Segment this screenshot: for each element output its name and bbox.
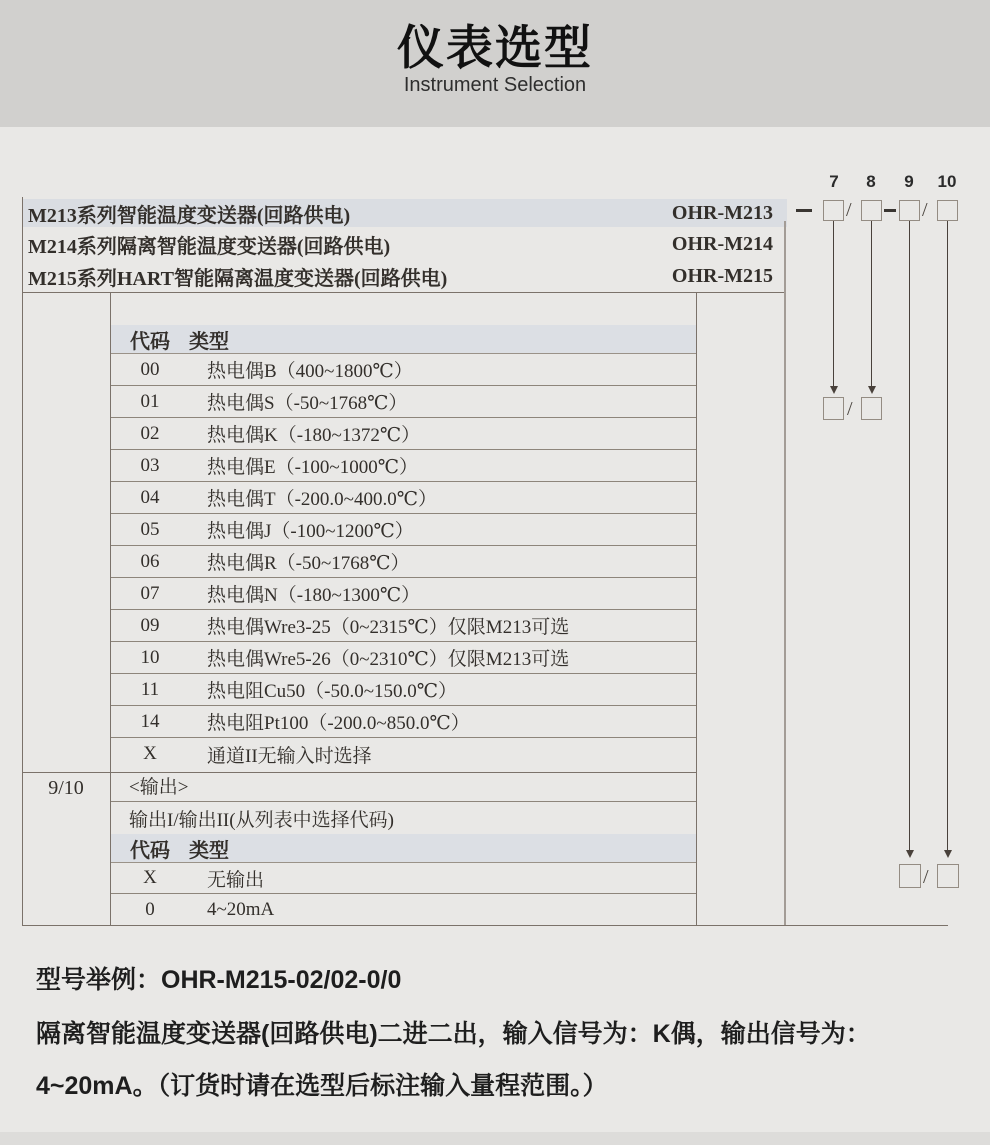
product-row-m213 bbox=[22, 199, 787, 227]
row-type: 无输出 bbox=[207, 869, 265, 891]
arrowhead-9 bbox=[906, 850, 914, 858]
row-type: 热电偶R（-50~1768℃） bbox=[207, 553, 410, 574]
row-type: 热电阻Cu50（-50.0~150.0℃） bbox=[207, 681, 458, 702]
row-code: 06 bbox=[140, 550, 160, 572]
row-type: 热电偶J（-100~1200℃） bbox=[207, 521, 414, 542]
row-code: 04 bbox=[140, 486, 160, 508]
table-inner-right-border bbox=[696, 292, 697, 925]
slash-separator: / bbox=[922, 199, 928, 221]
header-type: 类型 bbox=[189, 839, 229, 862]
table-row bbox=[111, 546, 696, 578]
table-row bbox=[111, 450, 696, 482]
row-type: 热电偶B（400~1800℃） bbox=[207, 361, 413, 382]
row-code: 14 bbox=[140, 710, 160, 732]
table-row bbox=[111, 894, 696, 925]
arrowhead-8 bbox=[868, 386, 876, 394]
leader-line-10 bbox=[947, 221, 948, 850]
header-code: 代码 bbox=[130, 330, 170, 353]
row-type: 热电偶Wre5-26（0~2310℃）仅限M213可选 bbox=[207, 649, 570, 670]
product-name: M213系列智能温度变送器(回路供电) bbox=[28, 204, 351, 227]
slash-separator: / bbox=[846, 199, 852, 221]
row-type: 热电偶Wre3-25（0~2315℃）仅限M213可选 bbox=[207, 617, 570, 638]
row-code: 03 bbox=[140, 454, 160, 476]
row-code: 07 bbox=[140, 582, 160, 604]
output-table-header bbox=[111, 834, 696, 863]
page-subtitle: Instrument Selection bbox=[403, 73, 587, 96]
output-code-box-1 bbox=[899, 864, 921, 888]
slash-separator: / bbox=[847, 398, 853, 420]
row-code: 10 bbox=[140, 646, 160, 668]
output-code-box-2 bbox=[937, 864, 959, 888]
table-spacer bbox=[111, 292, 696, 325]
table-left-border bbox=[22, 197, 23, 926]
footer-strip bbox=[0, 1132, 990, 1145]
table-row bbox=[111, 418, 696, 450]
header-type: 类型 bbox=[189, 330, 229, 353]
input-code-box-2 bbox=[861, 397, 882, 420]
position-number-8: 8 bbox=[866, 172, 876, 191]
table-row bbox=[111, 706, 696, 738]
leader-line-8 bbox=[871, 221, 872, 386]
table-row bbox=[111, 514, 696, 546]
leader-line-7 bbox=[833, 221, 834, 386]
product-row-m215 bbox=[22, 262, 787, 290]
table-bottom-border bbox=[22, 925, 948, 926]
output-section-row-label: 9/10 bbox=[48, 777, 84, 799]
header-code: 代码 bbox=[130, 839, 170, 862]
table-row bbox=[111, 674, 696, 706]
row-type: 通道II无输入时选择 bbox=[207, 745, 372, 767]
table-row bbox=[111, 642, 696, 674]
product-model: OHR-M214 bbox=[671, 232, 773, 255]
code-dash bbox=[884, 209, 896, 212]
arrowhead-7 bbox=[830, 386, 838, 394]
table-row bbox=[111, 354, 696, 386]
output-description-row bbox=[111, 802, 696, 834]
model-dash bbox=[796, 209, 812, 212]
output-subtitle-row bbox=[111, 770, 696, 802]
page-title: 仪表选型 bbox=[397, 21, 593, 74]
row-code: 02 bbox=[140, 422, 160, 444]
code-box-10 bbox=[937, 200, 958, 221]
table-outer-right-border bbox=[784, 221, 786, 926]
table-row bbox=[111, 863, 696, 894]
arrowhead-10 bbox=[944, 850, 952, 858]
code-box-8 bbox=[861, 200, 882, 221]
position-number-9: 9 bbox=[904, 172, 914, 191]
table-row bbox=[111, 386, 696, 418]
row-code: X bbox=[143, 743, 157, 764]
code-box-7 bbox=[823, 200, 844, 221]
row-code: 09 bbox=[140, 614, 160, 636]
product-row-m214 bbox=[22, 230, 787, 258]
product-model: OHR-M215 bbox=[671, 264, 773, 287]
input-code-box-1 bbox=[823, 397, 844, 420]
row-type: 热电阻Pt100（-200.0~850.0℃） bbox=[207, 713, 470, 734]
position-number-10: 10 bbox=[937, 172, 957, 191]
product-name: M214系列隔离智能温度变送器(回路供电) bbox=[28, 235, 391, 258]
selection-table bbox=[111, 292, 696, 925]
row-code: 05 bbox=[140, 518, 160, 540]
position-number-7: 7 bbox=[829, 172, 839, 191]
example-note-line: 4~20mA。（订货时请在选型后标注输入量程范围。） bbox=[36, 1072, 608, 1100]
row-code: 11 bbox=[140, 678, 160, 700]
row-code: 00 bbox=[140, 358, 160, 380]
row-code: 01 bbox=[140, 390, 160, 412]
output-subtitle: <输出> bbox=[129, 777, 189, 798]
row-code: X bbox=[143, 867, 157, 888]
row-type: 热电偶E（-100~1000℃） bbox=[207, 457, 418, 478]
product-model: OHR-M213 bbox=[671, 201, 773, 224]
row-type: 4~20mA bbox=[207, 898, 275, 920]
table-row bbox=[111, 482, 696, 514]
table-row bbox=[111, 578, 696, 610]
example-description-line: 隔离智能温度变送器(回路供电)二进二出，输入信号为：K偶，输出信号为： bbox=[36, 1020, 871, 1048]
code-box-9 bbox=[899, 200, 920, 221]
row-type: 热电偶S（-50~1768℃） bbox=[207, 393, 408, 414]
row-code: 0 bbox=[145, 898, 155, 920]
leader-line-9 bbox=[909, 221, 910, 850]
input-table-header bbox=[111, 325, 696, 354]
output-description: 输出I/输出II(从列表中选择代码) bbox=[129, 809, 394, 831]
row-type: 热电偶N（-180~1300℃） bbox=[207, 585, 421, 606]
title-band bbox=[0, 0, 990, 127]
example-model-line: 型号举例：OHR-M215-02/02-0/0 bbox=[36, 966, 402, 994]
table-row bbox=[111, 738, 696, 770]
slash-separator: / bbox=[923, 866, 929, 888]
table-row bbox=[111, 610, 696, 642]
row-type: 热电偶K（-180~1372℃） bbox=[207, 425, 421, 446]
row-type: 热电偶T（-200.0~400.0℃） bbox=[207, 489, 437, 510]
product-name: M215系列HART智能隔离温度变送器(回路供电) bbox=[28, 267, 448, 290]
